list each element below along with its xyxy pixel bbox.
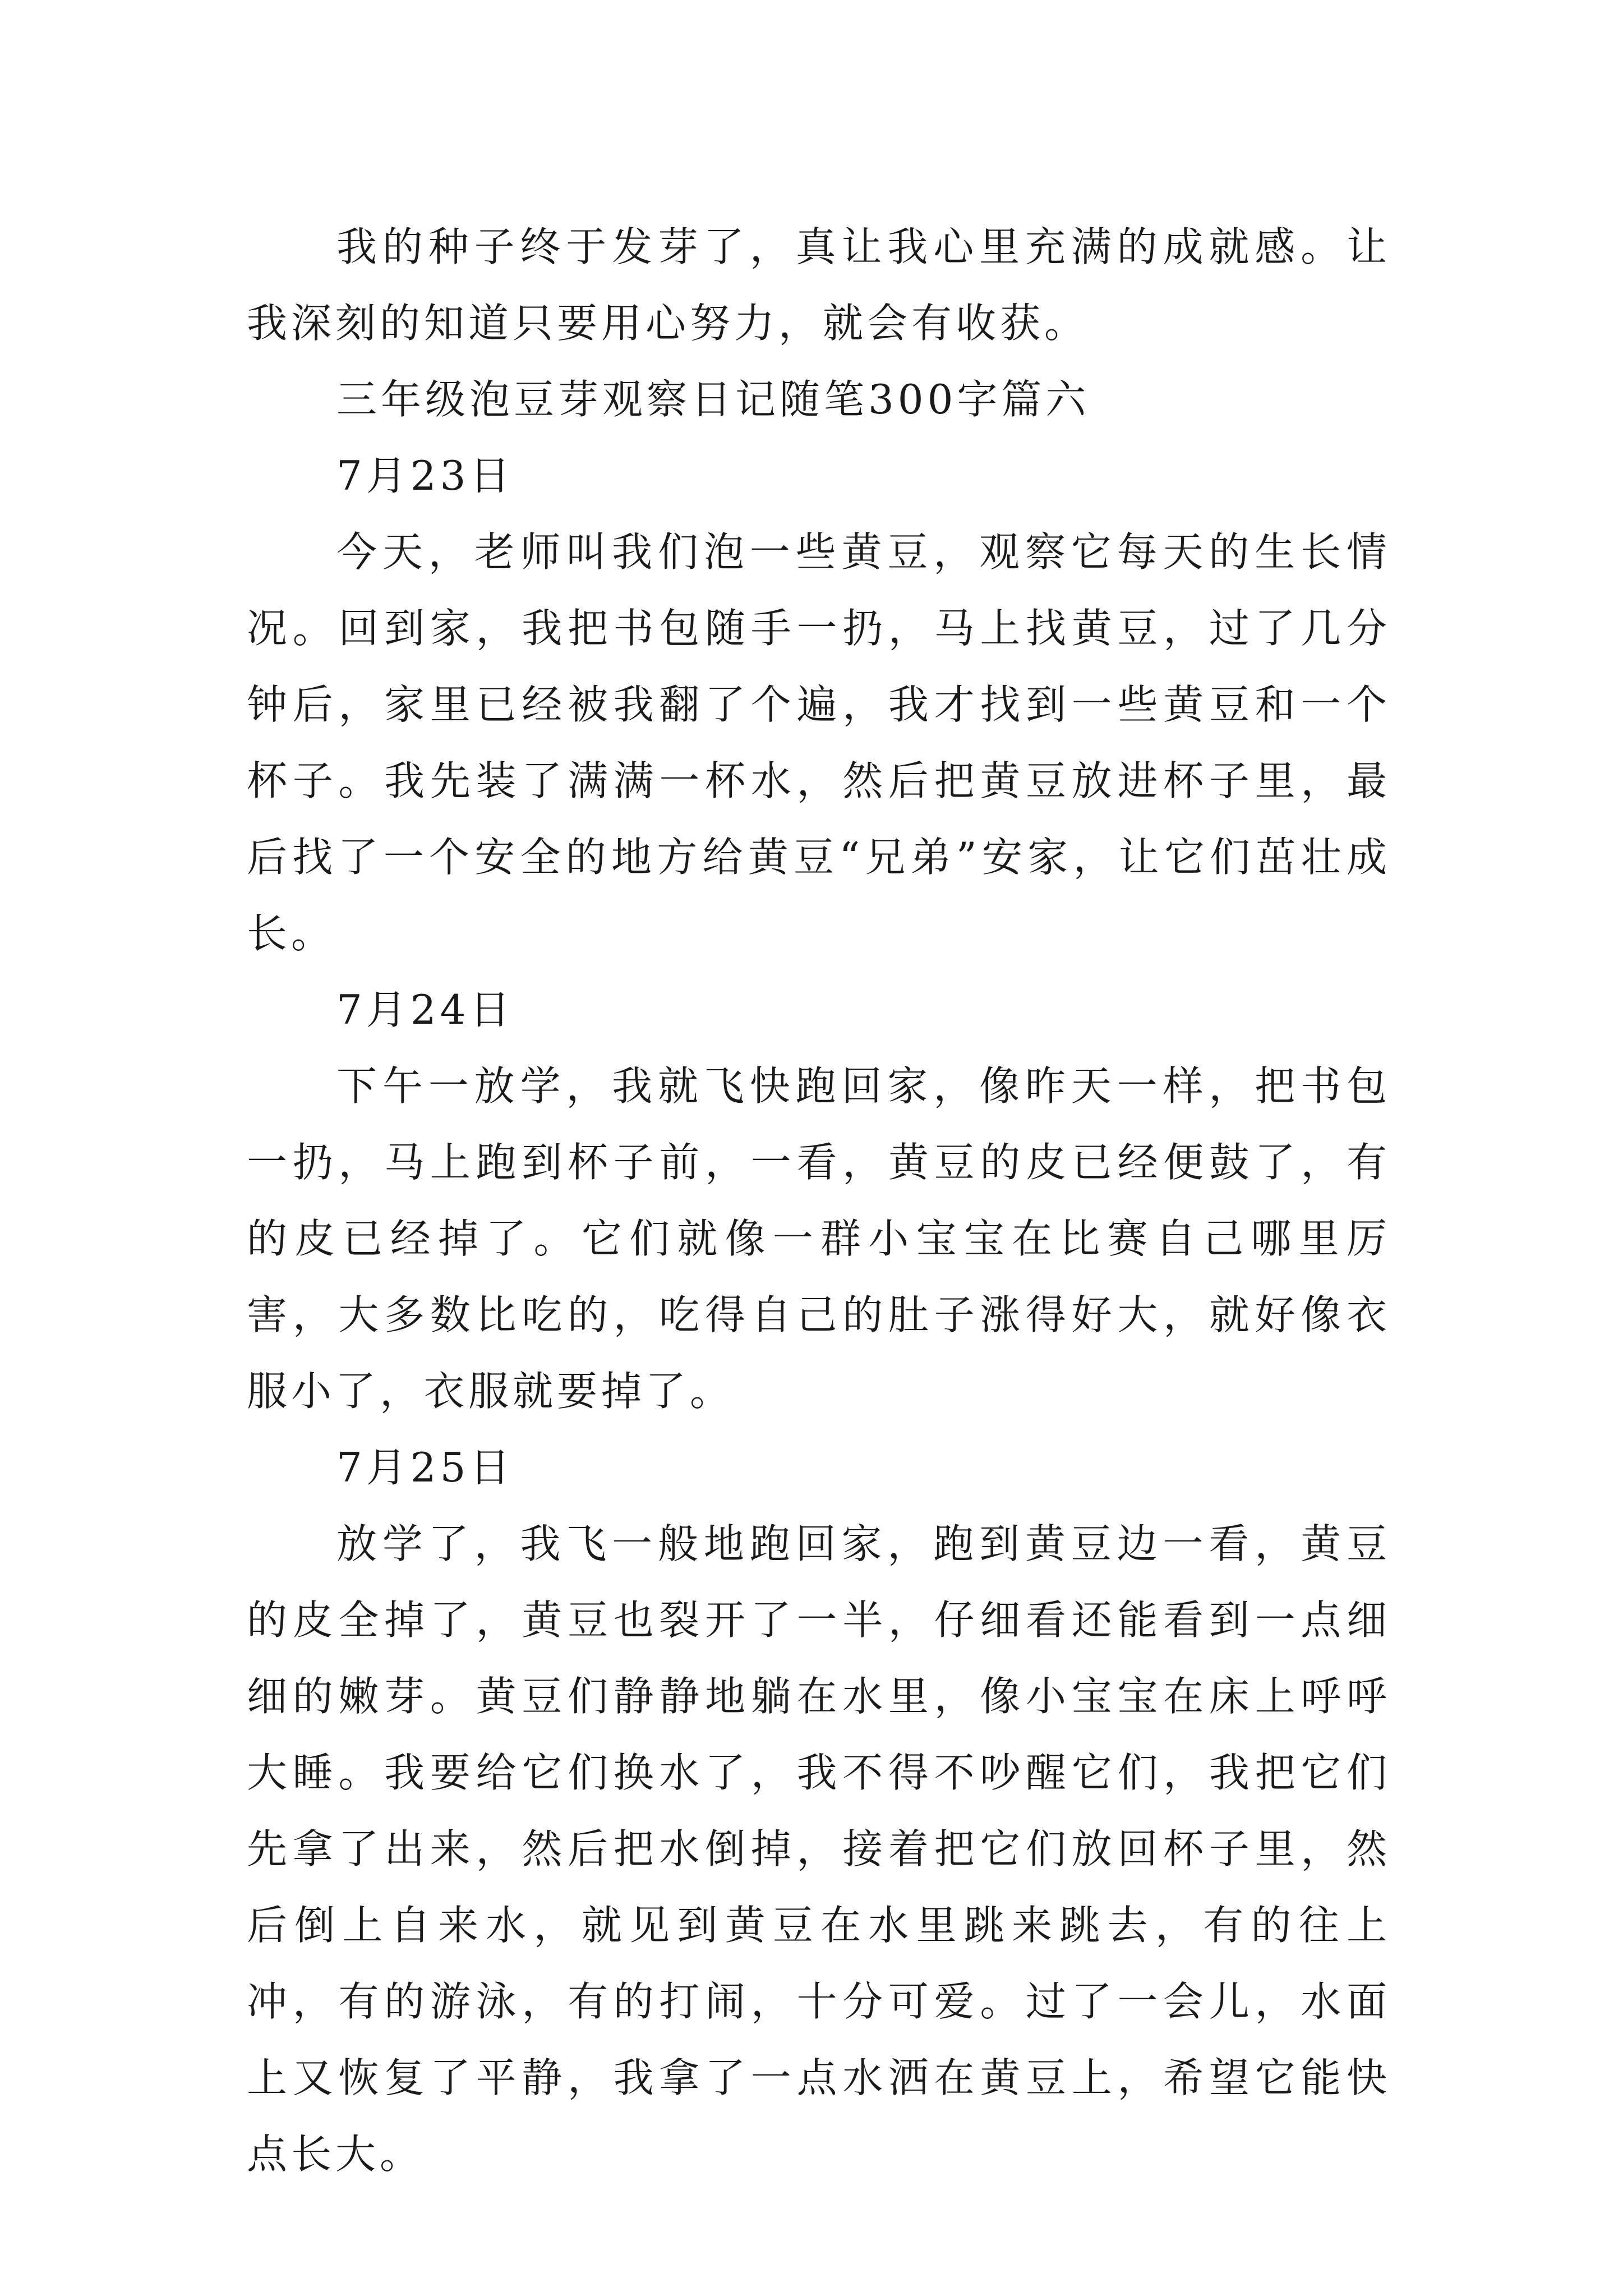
- section-heading: 三年级泡豆芽观察日记随笔300字篇六: [336, 376, 1090, 423]
- date-heading: 7月23日: [336, 452, 514, 499]
- date-heading: 7月24日: [336, 986, 514, 1033]
- paragraph-entry: 今天，老师叫我们泡一些黄豆，观察它每天的生长情况。回到家，我把书包随手一扔，马上找黄豆，过了几分钟后，家里已经被我翻了个遍，我才找到一些黄豆和一个杯子。我先装了满满一杯水，然后把黄豆放进杯子里，最后找了一个安全的地方给黄豆“兄弟”安家，让它们茁壮成长。: [247, 528, 1391, 957]
- paragraph-entry: 下午一放学，我就飞快跑回家，像昨天一样，把书包一扔，马上跑到杯子前，一看，黄豆的皮已经便鼓了，有的皮已经掉了。它们就像一群小宝宝在比赛自己哪里厉害，大多数比吃的，吃得自己的肚子涨得好大，就好像衣服小了，衣服就要掉了。: [247, 1062, 1391, 1415]
- body-text: [247, 209, 1391, 2192]
- paragraph-conclusion: 我的种子终于发芽了，真让我心里充满的成就感。让我深刻的知道只要用心努力，就会有收获。: [247, 223, 1391, 347]
- paragraph-entry: 放学了，我飞一般地跑回家，跑到黄豆边一看，黄豆的皮全掉了，黄豆也裂开了一半，仔细看还能看到一点细细的嫩芽。黄豆们静静地躺在水里，像小宝宝在床上呼呼大睡。我要给它们换水了，我不得不吵醒它们，我把它们先拿了出来，然后把水倒掉，接着把它们放回杯子里，然后倒上自来水，就见到黄豆在水里跳来跳去，有的往上冲，有的游泳，有的打闹，十分可爱。过了一会儿，水面上又恢复了平静，我拿了一点水洒在黄豆上，希望它能快点长大。: [247, 1520, 1391, 2178]
- date-heading: 7月25日: [336, 1444, 514, 1491]
